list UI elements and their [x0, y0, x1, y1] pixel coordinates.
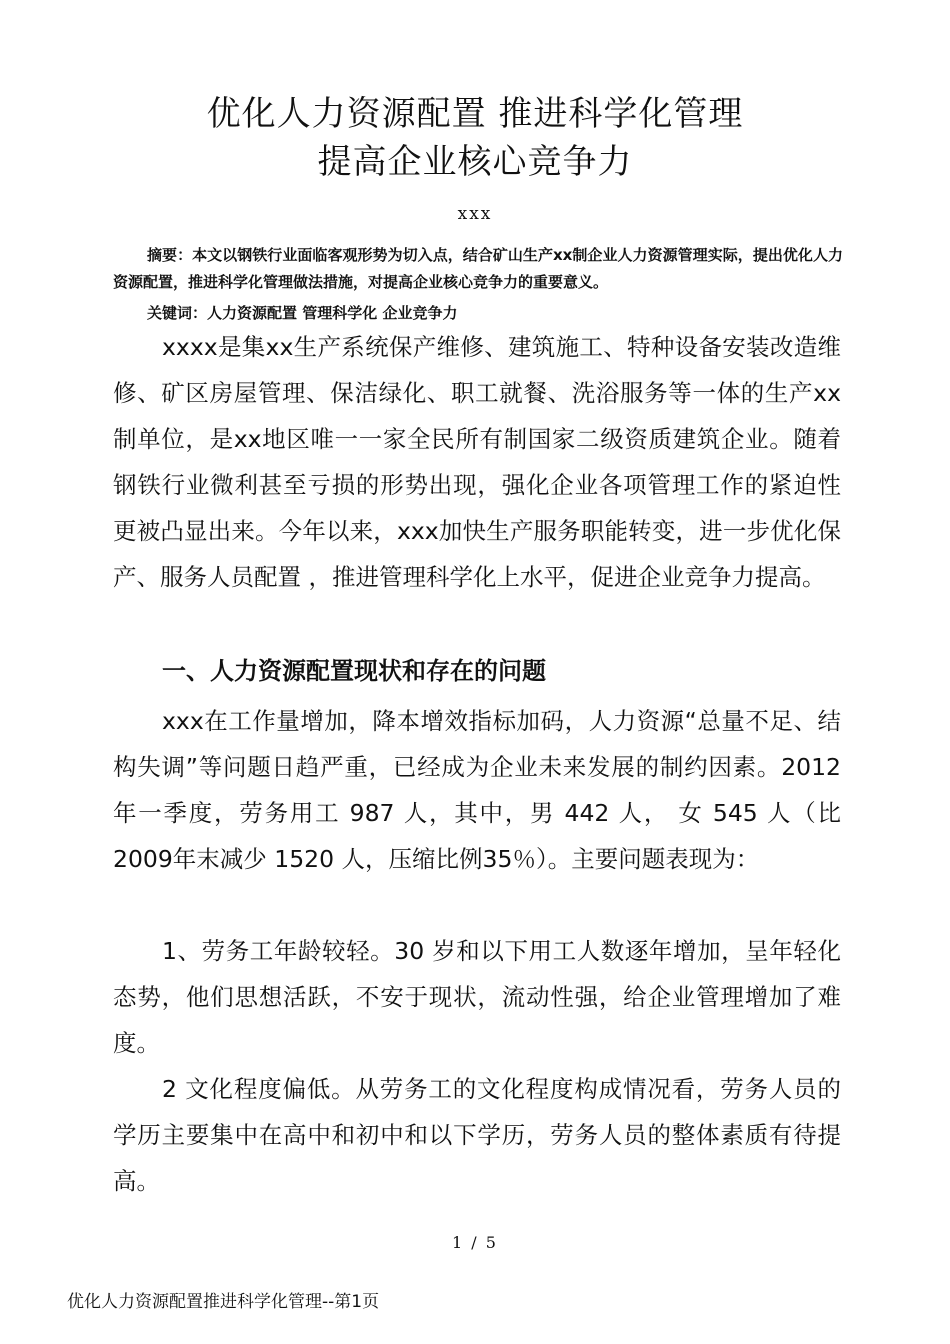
- paragraph-status: xxx在工作量增加，降本增效指标加码，人力资源“总量不足、结构失调”等问题日趋严重，已经成为企业未来发展的制约因素。2012年一季度，劳务用工 987 人，其中，男 442 人， 女 545 人（比2009年末减少 1520 人，压缩比例35％）。主要问题表现为：: [113, 707, 841, 873]
- abstract: 摘要：本文以钢铁行业面临客观形势为切入点，结合矿山生产xx制企业人力资源管理实际，提出优化人力资源配置，推进科学化管理做法措施，对提高企业核心竞争力的重要意义。: [113, 246, 843, 291]
- section-heading-1: 一、人力资源配置现状和存在的问题: [162, 657, 546, 685]
- paragraph-intro: xxxx是集xx生产系统保产维修、建筑施工、特种设备安装改造维修、矿区房屋管理、保洁绿化、职工就餐、洗浴服务等一体的生产xx制单位，是xx地区唯一一家全民所有制国家二级资质建筑企业。随着钢铁行业微利甚至亏损的形势出现，强化企业各项管理工作的紧迫性更被凸显出来。今年以来，xxx加快生产服务职能转变，进一步优化保产、服务人员配置 ，推进管理科学化上水平，促进企业竞争力提高。: [113, 333, 841, 591]
- page-number: 1 / 5: [452, 1233, 498, 1252]
- paragraph-point-1: 1、劳务工年龄较轻。30 岁和以下用工人数逐年增加，呈年轻化态势，他们思想活跃，不安于现状，流动性强，给企业管理增加了难度。: [113, 937, 841, 1057]
- author: xxx: [457, 204, 493, 224]
- paragraph-point-2: 2 文化程度偏低。从劳务工的文化程度构成情况看，劳务人员的学历主要集中在高中和初中和以下学历，劳务人员的整体素质有待提高。: [113, 1075, 841, 1195]
- document-title-line-2: 提高企业核心竞争力: [317, 142, 633, 182]
- page-footer: 优化人力资源配置推进科学化管理--第1页: [67, 1292, 380, 1312]
- document-title-line-1: 优化人力资源配置 推进科学化管理: [206, 94, 744, 134]
- keywords: 关键词：人力资源配置 管理科学化 企业竞争力: [147, 304, 458, 322]
